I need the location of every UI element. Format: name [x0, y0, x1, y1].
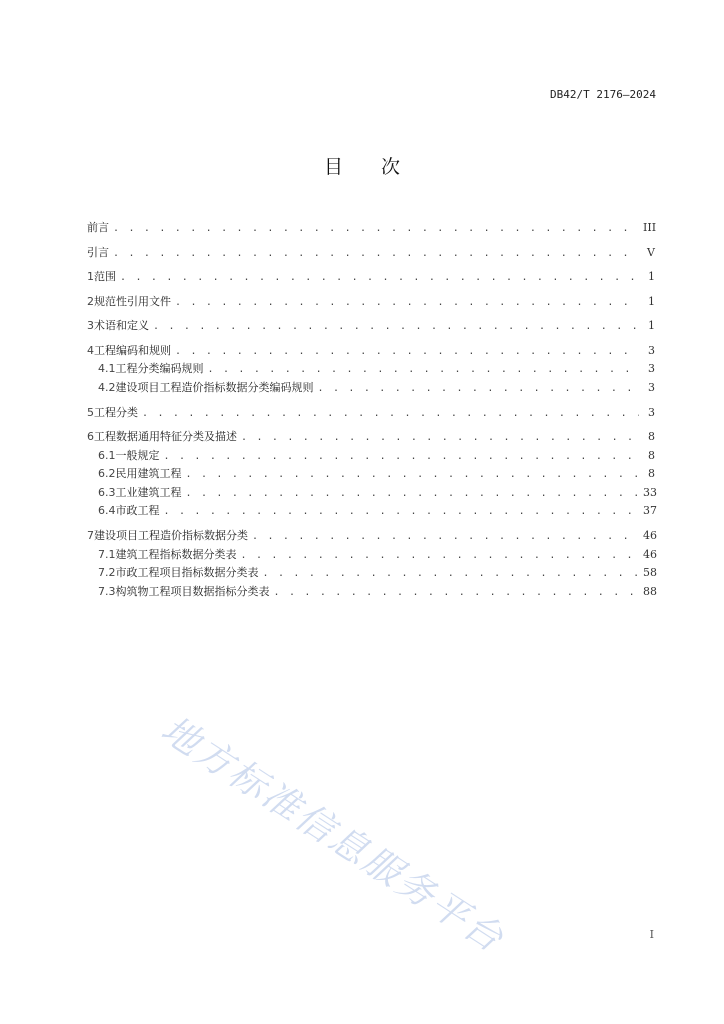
toc-number: 5	[87, 405, 94, 419]
toc-number: 4.1	[98, 362, 116, 375]
toc-page: V	[647, 245, 655, 259]
toc-number: 4	[87, 343, 94, 357]
toc-label: 工程分类编码规则	[115, 362, 204, 375]
toc-leader	[164, 503, 640, 522]
title-char-1: 目	[323, 156, 343, 178]
toc-leader	[164, 448, 640, 467]
toc-label: 市政工程项目指标数据分类表	[115, 566, 259, 579]
toc-entry-3[interactable]	[87, 316, 655, 341]
toc-page: 46	[643, 529, 657, 542]
toc-page: 88	[643, 584, 657, 598]
toc-page: 33	[643, 485, 657, 499]
toc-leader	[153, 317, 639, 337]
watermark: 地方标准信息服务平台	[153, 707, 513, 962]
toc-leader	[175, 293, 639, 313]
toc-page: 3	[648, 343, 655, 357]
toc-label: 前言	[87, 221, 109, 234]
toc-page: III	[643, 221, 657, 234]
toc-leader	[113, 219, 639, 239]
toc-page: 46	[643, 547, 657, 561]
toc-label: 工业建筑工程	[115, 485, 182, 499]
toc-entry-4-2[interactable]	[87, 379, 655, 403]
toc-number: 7.2	[98, 566, 116, 579]
toc-number: 3	[87, 319, 94, 332]
toc-leader	[120, 268, 639, 288]
toc-entry-2[interactable]	[87, 292, 655, 317]
toc-leader	[252, 527, 639, 547]
toc-entry-6-2[interactable]	[87, 465, 655, 484]
toc-leader	[113, 244, 639, 264]
toc-number: 4.2	[98, 380, 116, 394]
toc-entry-introduction[interactable]	[87, 243, 655, 268]
toc-leader	[318, 380, 640, 399]
toc-entry-4-1[interactable]	[87, 360, 655, 379]
toc-number: 7.3	[98, 584, 116, 598]
page-title	[0, 152, 724, 179]
toc-label: 建设项目工程造价指标数据分类	[94, 529, 248, 542]
toc-entry-6-3[interactable]	[87, 484, 655, 503]
toc-label: 引言	[87, 245, 109, 259]
toc-page: 3	[648, 362, 655, 375]
title-char-2: 次	[381, 156, 401, 178]
toc-leader	[142, 404, 639, 424]
toc-number: 6	[87, 430, 94, 443]
standard-code: DB42/T 2176—2024	[550, 88, 656, 101]
toc-label: 建筑工程指标数据分类表	[115, 547, 237, 561]
toc-number: 1	[87, 270, 94, 283]
toc-entry-foreword[interactable]	[87, 218, 655, 243]
toc-label: 范围	[94, 270, 116, 283]
toc-leader	[241, 428, 639, 448]
toc-number: 6.4	[98, 504, 116, 517]
toc-page: 3	[648, 380, 655, 394]
toc-leader	[186, 466, 640, 485]
toc-page: 1	[648, 319, 655, 332]
toc-page: 58	[643, 566, 657, 579]
toc-page: 1	[648, 294, 655, 308]
toc-entry-1[interactable]	[87, 267, 655, 292]
toc-label: 建设项目工程造价指标数据分类编码规则	[115, 380, 314, 394]
toc-page: 3	[648, 405, 655, 419]
toc-page: 8	[648, 430, 655, 443]
toc-leader	[274, 584, 640, 603]
toc-number: 6.2	[98, 467, 116, 480]
toc-entry-6-1[interactable]	[87, 447, 655, 466]
toc-number: 6.3	[98, 485, 116, 499]
toc-number: 2	[87, 294, 94, 308]
toc-entry-4[interactable]	[87, 341, 655, 361]
toc-label: 构筑物工程项目数据指标分类表	[115, 584, 270, 598]
toc-number: 7	[87, 529, 94, 542]
toc-leader	[175, 342, 639, 362]
toc-entry-7-3[interactable]	[87, 583, 655, 602]
toc-number: 6.1	[98, 448, 116, 462]
toc-leader	[208, 361, 640, 380]
toc-entry-7-2[interactable]	[87, 564, 655, 583]
toc-entry-5[interactable]	[87, 403, 655, 428]
toc-label: 规范性引用文件	[94, 294, 171, 308]
table-of-contents	[87, 218, 655, 601]
toc-page: 1	[648, 270, 655, 283]
toc-label: 工程分类	[94, 405, 138, 419]
toc-entry-7[interactable]	[87, 526, 655, 546]
toc-leader	[186, 485, 640, 504]
toc-label: 一般规定	[115, 448, 160, 462]
toc-page: 37	[643, 504, 657, 517]
toc-label: 市政工程	[115, 504, 160, 517]
toc-label: 民用建筑工程	[115, 467, 182, 480]
toc-leader	[241, 547, 640, 566]
toc-page: 8	[648, 467, 655, 480]
page-number: I	[649, 928, 654, 941]
toc-entry-6[interactable]	[87, 427, 655, 447]
toc-label: 工程数据通用特征分类及描述	[94, 430, 237, 443]
toc-label: 工程编码和规则	[94, 343, 171, 357]
toc-number: 7.1	[98, 547, 116, 561]
toc-entry-7-1[interactable]	[87, 546, 655, 565]
toc-leader	[263, 565, 640, 584]
toc-label: 术语和定义	[94, 319, 149, 332]
toc-page: 8	[648, 448, 655, 462]
toc-entry-6-4[interactable]	[87, 502, 655, 526]
